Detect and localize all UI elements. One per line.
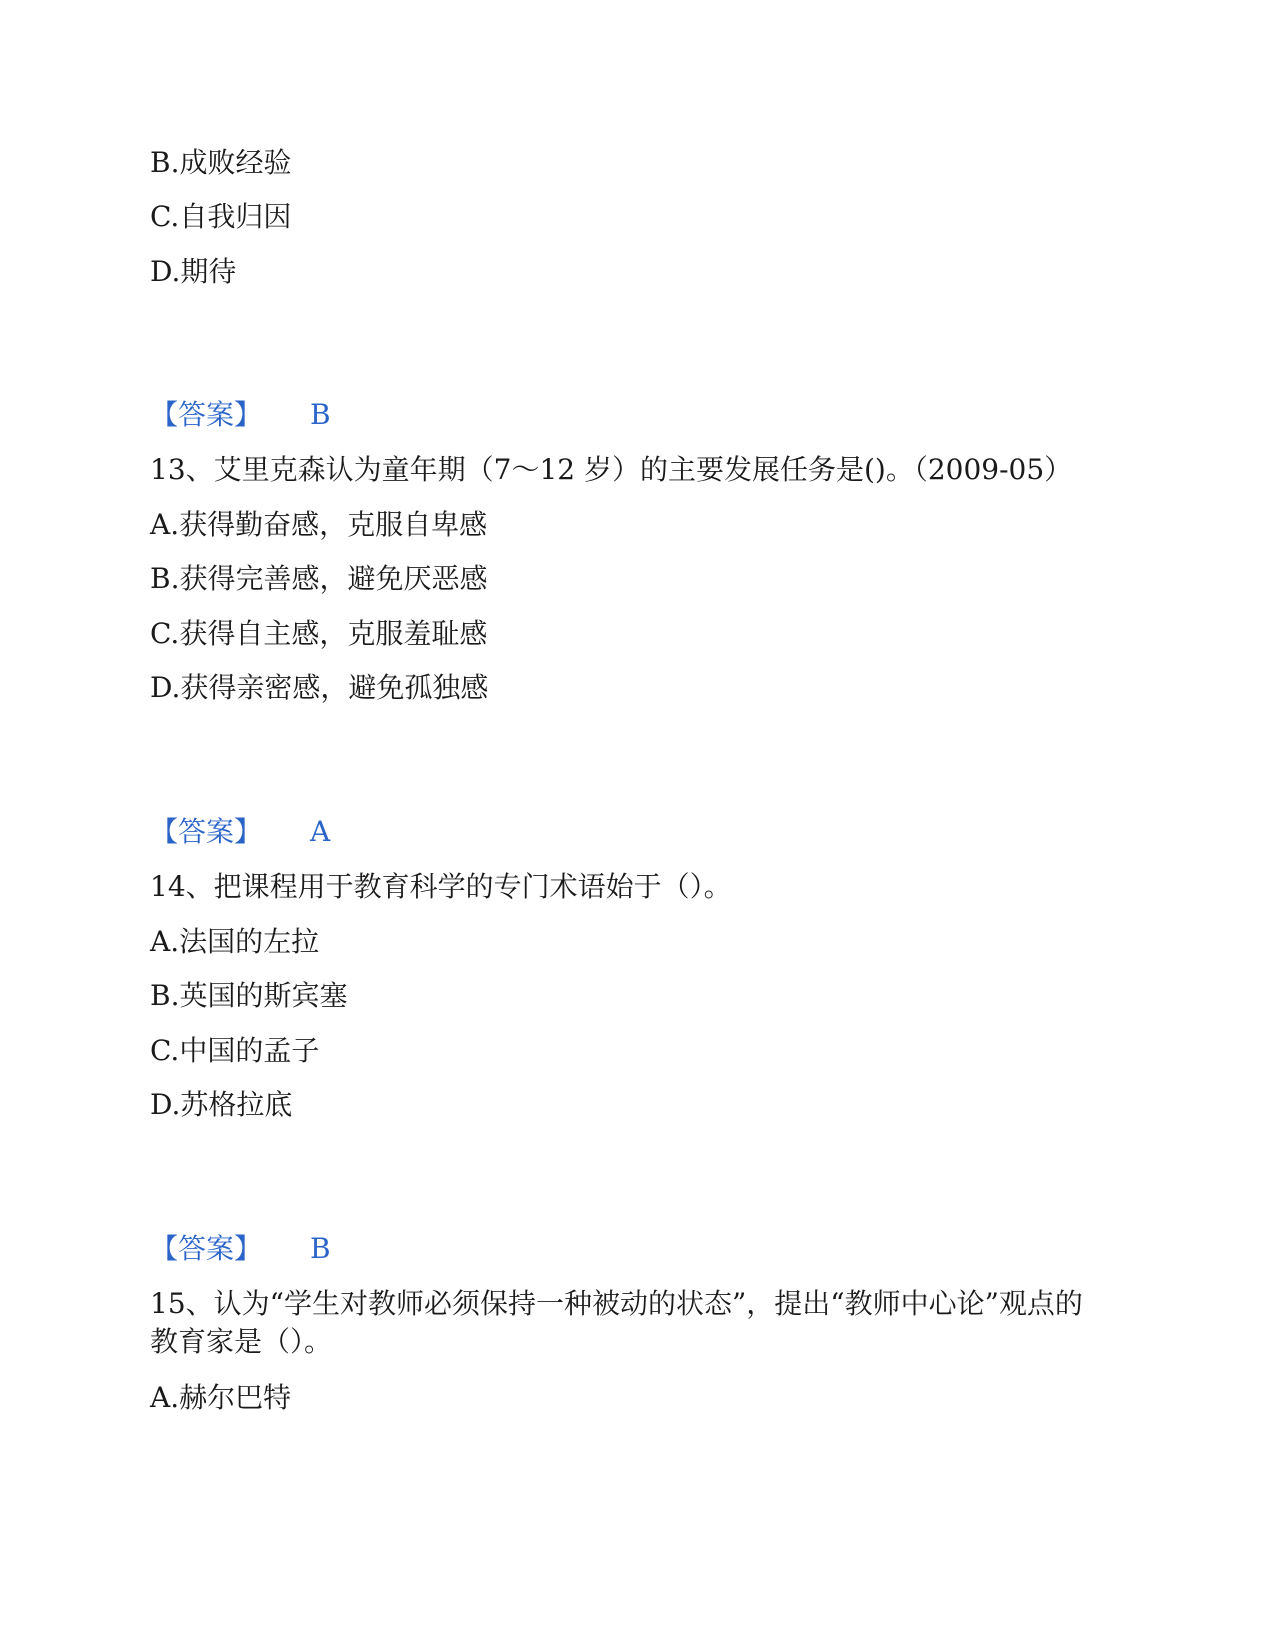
answer-label: 【答案】 <box>150 815 263 848</box>
q14-stem: 14、把课程用于教育科学的专门术语始于（）。 <box>150 870 732 903</box>
q14-option-d: D.苏格拉底 <box>150 1088 293 1121</box>
answer-value: B <box>310 398 331 431</box>
q15-stem-line2: 教育家是（）。 <box>150 1325 333 1358</box>
answer-label: 【答案】 <box>150 398 263 431</box>
prev-option-b: B.成败经验 <box>150 146 292 179</box>
q14-option-c: C.中国的孟子 <box>150 1034 320 1067</box>
q13-option-c: C.获得自主感，克服羞耻感 <box>150 617 488 650</box>
q14-answer <box>150 1231 331 1267</box>
q13-option-d: D.获得亲密感，避免孤独感 <box>150 671 489 704</box>
q14-option-a: A.法国的左拉 <box>150 925 320 958</box>
q13-option-b: B.获得完善感，避免厌恶感 <box>150 562 488 595</box>
q15-stem-line1: 15、认为“学生对教师必须保持一种被动的状态”，提出“教师中心论”观点的 <box>150 1287 1083 1320</box>
prev-option-d: D.期待 <box>150 255 237 288</box>
q13-stem: 13、艾里克森认为童年期（7～12 岁）的主要发展任务是()。（2009-05） <box>150 453 1073 486</box>
q15-option-a: A.赫尔巴特 <box>150 1381 292 1414</box>
q13-answer <box>150 814 330 850</box>
answer-value: B <box>310 1232 331 1265</box>
q13-option-a: A.获得勤奋感，克服自卑感 <box>150 508 488 541</box>
answer-label: 【答案】 <box>150 1232 263 1265</box>
prev-option-c: C.自我归因 <box>150 200 292 233</box>
prev-answer <box>150 397 331 433</box>
answer-value: A <box>310 815 331 848</box>
q14-option-b: B.英国的斯宾塞 <box>150 979 348 1012</box>
